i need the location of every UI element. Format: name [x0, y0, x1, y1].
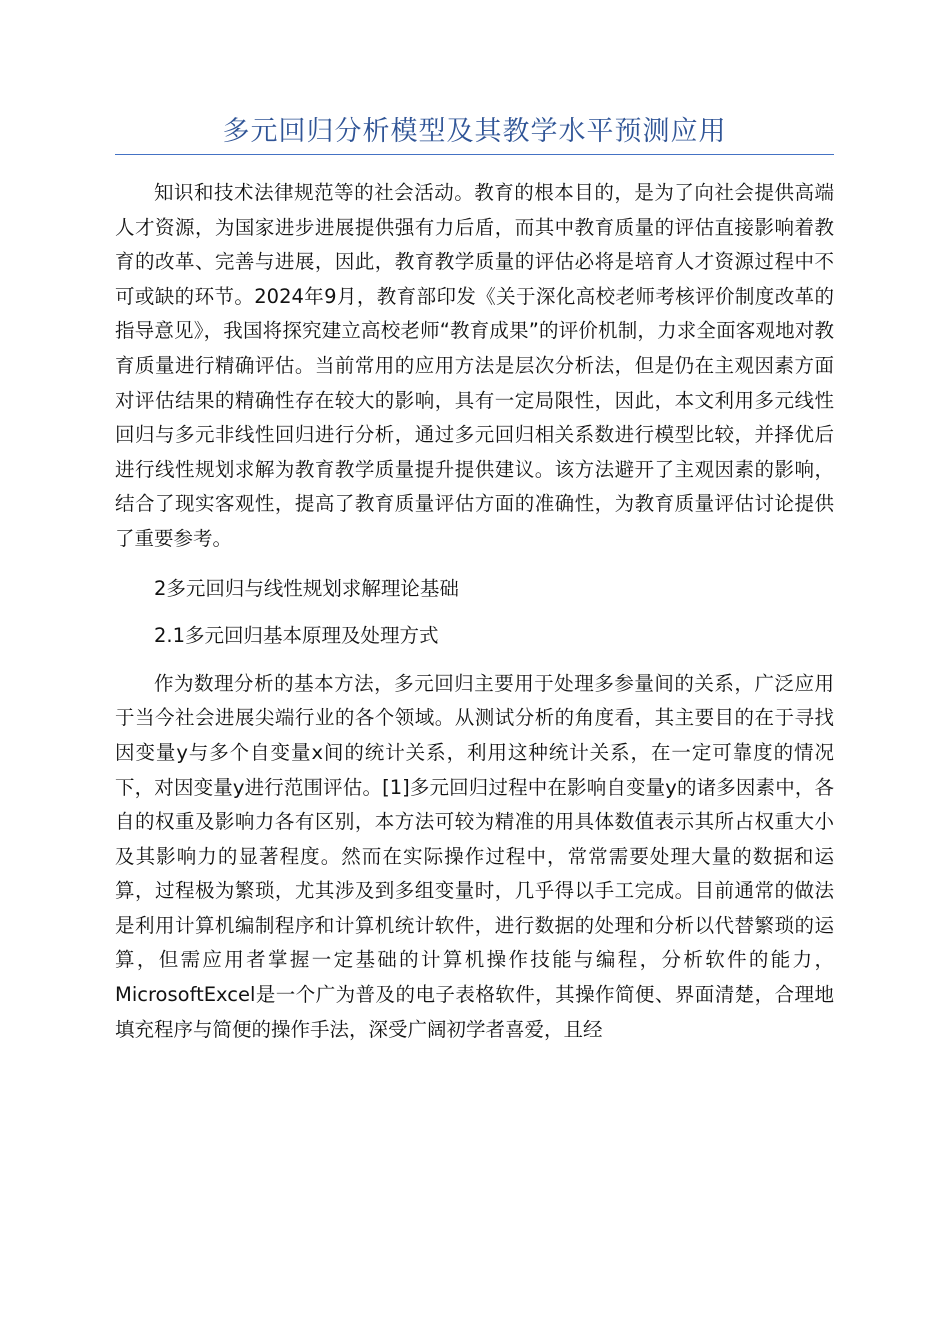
subsection-heading: 2.1多元回归基本原理及处理方式: [154, 624, 439, 648]
title-underline: [115, 154, 834, 155]
document-title: 多元回归分析模型及其教学水平预测应用: [222, 116, 727, 147]
body-paragraph-2: 作为数理分析的基本方法，多元回归主要用于处理多参量间的关系，广泛应用于当今社会进展尖端行业的各个领域。从测试分析的角度看，其主要目的在于寻找因变量y与多个自变量x间的统计关系，利用这种统计关系，在一定可靠度的情况下，对因变量y进行范围评估。[1]多元回归过程中在影响自变量y的诸多因素中，各自的权重及影响力各有区别，本方法可较为精准的用具体数值表示其所占权重大小及其影响力的显著程度。然而在实际操作过程中，常常需要处理大量的数据和运算，过程极为繁琐，尤其涉及到多组变量时，几乎得以手工完成。目前通常的做法是利用计算机编制程序和计算机统计软件，进行数据的处理和分析以代替繁琐的运算，但需应用者掌握一定基础的计算机操作技能与编程，分析软件的能力，MicrosoftExcel是一个广为普及的电子表格软件，其操作简便、界面清楚，合理地填充程序与简便的操作手法，深受广阔初学者喜爱，且经: [115, 671, 834, 1041]
body-paragraph-1: 知识和技术法律规范等的社会活动。教育的根本目的，是为了向社会提供高端人才资源，为国家进步进展提供强有力后盾，而其中教育质量的评估直接影响着教育的改革、完善与进展，因此，教育教学质量的评估必将是培育人才资源过程中不可或缺的环节。2024年9月，教育部印发《关于深化高校老师考核评价制度改革的指导意见》，我国将探究建立高校老师“教育成果”的评价机制，力求全面客观地对教育质量进行精确评估。当前常用的应用方法是层次分析法，但是仍在主观因素方面对评估结果的精确性存在较大的影响，具有一定局限性，因此，本文利用多元线性回归与多元非线性回归进行分析，通过多元回归相关系数进行模型比较，并择优后进行线性规划求解为教育教学质量提升提供建议。该方法避开了主观因素的影响，结合了现实客观性，提高了教育质量评估方面的准确性，为教育质量评估讨论提供了重要参考。: [115, 181, 834, 550]
section-heading: 2多元回归与线性规划求解理论基础: [154, 576, 459, 600]
document-body: [115, 176, 834, 1047]
